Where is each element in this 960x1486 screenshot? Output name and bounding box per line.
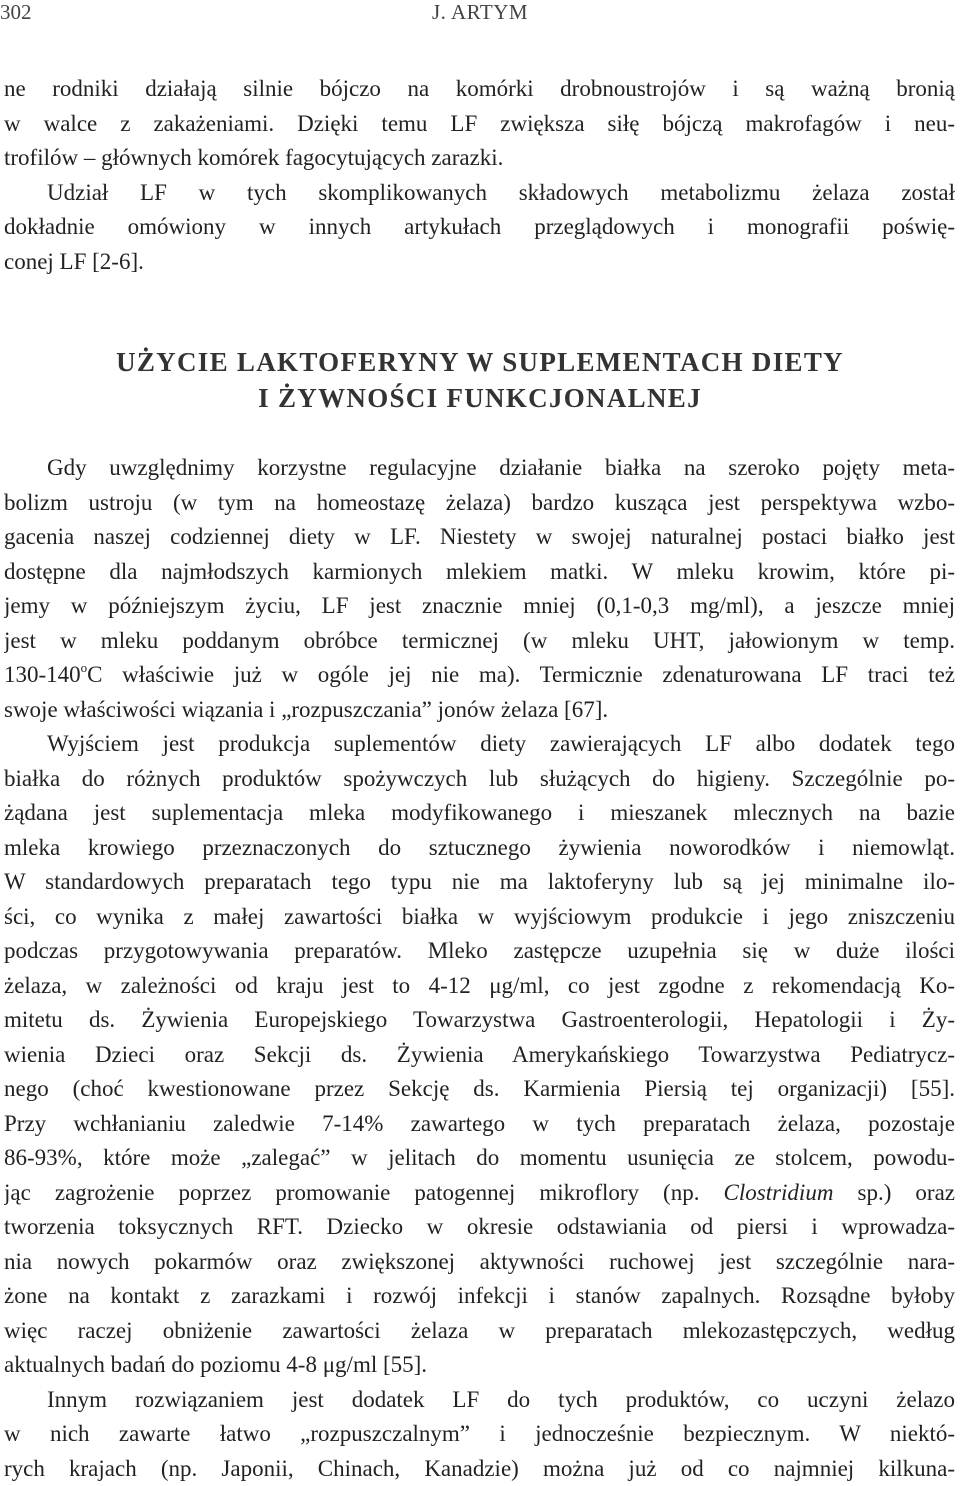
text-line: w nich zawarte łatwo „rozpuszczalnym” i jednocześnie bezpiecznym. W niektó- bbox=[4, 1417, 955, 1452]
text-line: więc raczej obniżenie zawartości żelaza w preparatach mlekozastępczych, według bbox=[4, 1314, 955, 1349]
text-line: Przy wchłanianiu zaledwie 7-14% zawartego w tych preparatach żelaza, pozostaje bbox=[4, 1107, 955, 1142]
text-line: bolizm ustroju (w tym na homeostazę żelaza) bardzo kusząca jest perspektywa wzbo- bbox=[4, 486, 955, 521]
text-line: nego (choć kwestionowane przez Sekcję ds. Karmienia Piersią tej organizacji) [55]. bbox=[4, 1072, 955, 1107]
text-line: Innym rozwiązaniem jest dodatek LF do tych produktów, co uczyni żelazo bbox=[4, 1383, 955, 1418]
text-line: tworzenia toksycznych RFT. Dziecko w okresie odstawiania od piersi i wprowadza- bbox=[4, 1210, 955, 1245]
text-line: mitetu ds. Żywienia Europejskiego Towarzystwa Gastroenterologii, Hepatologii i Ży- bbox=[4, 1003, 955, 1038]
intro-paragraphs bbox=[4, 72, 955, 279]
text-line: gacenia naszej codziennej diety w LF. Niestety w swojej naturalnej postaci białko jest bbox=[4, 520, 955, 555]
text-line: dokładnie omówiony w innych artykułach przeglądowych i monografii poświę- bbox=[4, 210, 955, 245]
text-line: rych krajach (np. Japonii, Chinach, Kanadzie) można już od co najmniej kilkuna- bbox=[4, 1452, 955, 1486]
text-line: ne rodniki działają silnie bójczo na komórki drobnoustrojów i są ważną bronią bbox=[4, 72, 955, 107]
text-line: w walce z zakażeniami. Dzięki temu LF zwiększa siłę bójczą makrofagów i neu- bbox=[4, 107, 955, 142]
text-line: mleka krowiego przeznaczonych do sztucznego żywienia noworodków i niemowląt. bbox=[4, 831, 955, 866]
degree-superscript: o bbox=[81, 660, 88, 675]
text-line: białka do różnych produktów spożywczych lub służących do higieny. Szczególnie po- bbox=[4, 762, 955, 797]
text-line: żelaza, w zależności od kraju jest to 4-12 μg/ml, co jest zgodne z rekomendacją Ko- bbox=[4, 969, 955, 1004]
text-line: trofilów – głównych komórek fagocytujących zarazki. bbox=[4, 141, 955, 176]
text-fragment: sp.) oraz bbox=[833, 1180, 955, 1205]
text-line: swoje właściwości wiązania i „rozpuszczania” jonów żelaza [67]. bbox=[4, 693, 955, 728]
page-header bbox=[0, 0, 960, 30]
text-fragment: C właściwie już w ogóle jej nie ma). Termicznie zdenaturowana LF traci też bbox=[87, 662, 955, 687]
section-body bbox=[4, 451, 955, 1486]
text-line: nia nowych pokarmów oraz zwiększonej aktywności ruchowej jest szczególnie nara- bbox=[4, 1245, 955, 1280]
text-line: żądana jest suplementacja mleka modyfikowanego i mieszanek mlecznych na bazie bbox=[4, 796, 955, 831]
italic-genus-name: Clostridium bbox=[724, 1180, 834, 1205]
text-line: Wyjściem jest produkcja suplementów diety zawierających LF albo dodatek tego bbox=[4, 727, 955, 762]
text-line: podczas przygotowywania preparatów. Mleko zastępcze uzupełnia się w duże ilości bbox=[4, 934, 955, 969]
text-line: Gdy uwzględnimy korzystne regulacyjne działanie białka na szeroko pojęty meta- bbox=[4, 451, 955, 486]
text-line bbox=[4, 1176, 955, 1211]
text-fragment: 130-140 bbox=[4, 662, 81, 687]
text-line: żone na kontakt z zarazkami i rozwój infekcji i stanów zapalnych. Rozsądne byłoby bbox=[4, 1279, 955, 1314]
text-line: jemy w późniejszym życiu, LF jest znacznie mniej (0,1-0,3 mg/ml), a jeszcze mniej bbox=[4, 589, 955, 624]
section-heading-line-1: UŻYCIE LAKTOFERYNY W SUPLEMENTACH DIETY bbox=[0, 344, 960, 380]
text-line: W standardowych preparatach tego typu nie ma laktoferyny lub są jej minimalne ilo- bbox=[4, 865, 955, 900]
text-line: conej LF [2-6]. bbox=[4, 245, 955, 280]
running-title: J. ARTYM bbox=[0, 0, 960, 25]
text-line: aktualnych badań do poziomu 4-8 μg/ml [55]. bbox=[4, 1348, 955, 1383]
text-line: Udział LF w tych skomplikowanych składowych metabolizmu żelaza został bbox=[4, 176, 955, 211]
text-line: ści, co wynika z małej zawartości białka w wyjściowym produkcie i jego zniszczeniu bbox=[4, 900, 955, 935]
text-fragment: jąc zagrożenie poprzez promowanie patogennej mikroflory (np. bbox=[4, 1180, 724, 1205]
section-heading-line-2: I ŻYWNOŚCI FUNKCJONALNEJ bbox=[0, 380, 960, 416]
text-line: jest w mleku poddanym obróbce termicznej (w mleku UHT, jałowionym w temp. bbox=[4, 624, 955, 659]
text-line: 86-93%, które może „zalegać” w jelitach do momentu usunięcia ze stolcem, powodu- bbox=[4, 1141, 955, 1176]
section-heading bbox=[0, 344, 960, 416]
text-line bbox=[4, 658, 955, 693]
text-line: wienia Dzieci oraz Sekcji ds. Żywienia Amerykańskiego Towarzystwa Pediatrycz- bbox=[4, 1038, 955, 1073]
page-number: 302 bbox=[0, 0, 32, 25]
text-line: dostępne dla najmłodszych karmionych mlekiem matki. W mleku krowim, które pi- bbox=[4, 555, 955, 590]
